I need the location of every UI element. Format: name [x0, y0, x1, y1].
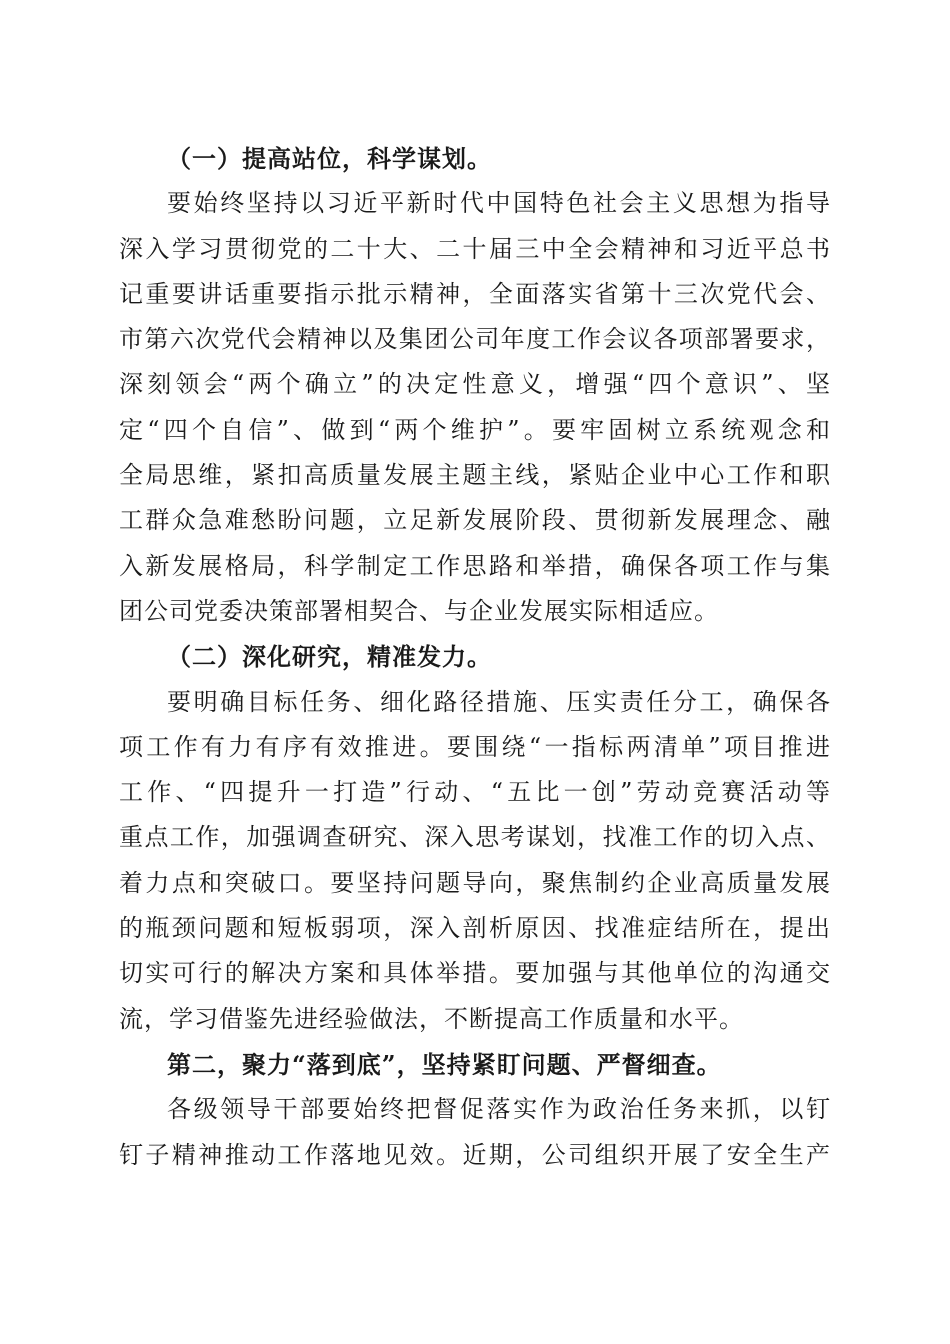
paragraph-line: 全局思维，紧扣高质量发展主题主线，紧贴企业中心工作和职: [119, 461, 831, 490]
document-body: [119, 136, 831, 1178]
paragraph-line: 各级领导干部要始终把督促落实作为政治任务来抓，以钉: [167, 1095, 831, 1124]
paragraph-line: 深刻领会“两个确立”的决定性意义，增强“四个意识”、坚: [119, 370, 831, 399]
section-heading-1: （一）提高站位，科学谋划。: [167, 144, 492, 173]
paragraph-line: 重点工作，加强调查研究、深入思考谋划，找准工作的切入点、: [119, 823, 831, 852]
paragraph-line: 记重要讲话重要指示批示精神，全面落实省第十三次党代会、: [119, 279, 831, 308]
section-heading-2: （二）深化研究，精准发力。: [167, 642, 492, 672]
paragraph-line: 定“四个自信”、做到“两个维护”。要牢固树立系统观念和: [119, 415, 831, 444]
paragraph-line: 项工作有力有序有效推进。要围绕“一指标两清单”项目推进: [119, 732, 831, 761]
paragraph-line: 切实可行的解决方案和具体举措。要加强与其他单位的沟通交: [119, 959, 831, 988]
paragraph-line: 入新发展格局，科学制定工作思路和举措，确保各项工作与集: [119, 551, 831, 580]
paragraph-line: 工群众急难愁盼问题，立足新发展阶段、贯彻新发展理念、融: [119, 506, 831, 535]
paragraph-line: 市第六次党代会精神以及集团公司年度工作会议各项部署要求，: [119, 325, 831, 354]
paragraph-line: 工作、“四提升一打造”行动、“五比一创”劳动竞赛活动等: [119, 778, 831, 807]
paragraph-line: 要明确目标任务、细化路径措施、压实责任分工，确保各: [167, 687, 831, 716]
paragraph-line: 深入学习贯彻党的二十大、二十届三中全会精神和习近平总书: [119, 234, 831, 263]
paragraph-line: 着力点和突破口。要坚持问题导向，聚焦制约企业高质量发展: [119, 868, 831, 897]
paragraph-line: 钉子精神推动工作落地见效。近期，公司组织开展了安全生产: [119, 1140, 831, 1169]
section-heading-3: 第二，聚力“落到底”，坚持紧盯问题、严督细查。: [167, 1049, 722, 1079]
paragraph-line: 的瓶颈问题和短板弱项，深入剖析原因、找准症结所在，提出: [119, 914, 831, 943]
paragraph-line: 要始终坚持以习近平新时代中国特色社会主义思想为指导: [167, 189, 831, 218]
paragraph-line: 流，学习借鉴先进经验做法，不断提高工作质量和水平。: [119, 1004, 744, 1033]
paragraph-line: 团公司党委决策部署相契合、与企业发展实际相适应。: [119, 596, 719, 625]
